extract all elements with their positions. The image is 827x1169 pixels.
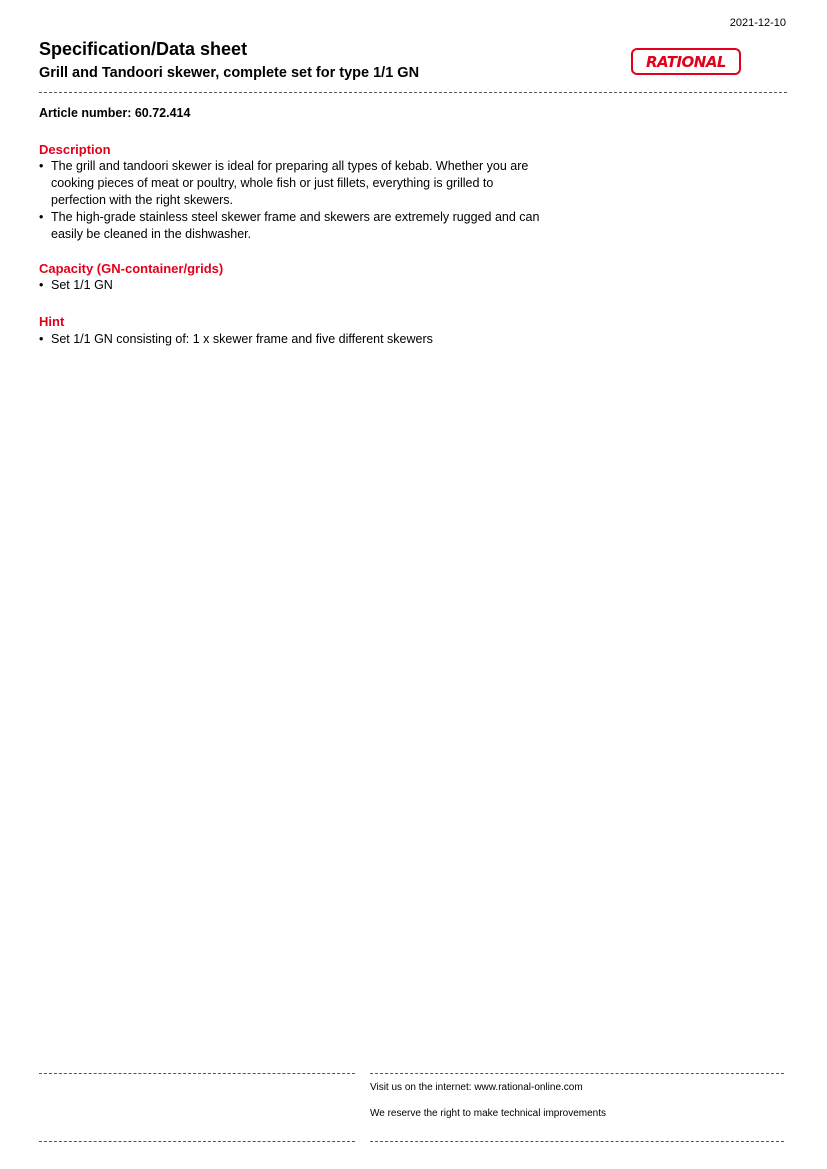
bullet-marker: • (39, 210, 44, 224)
capacity-heading: Capacity (GN-container/grids) (39, 261, 224, 276)
hint-list (39, 331, 549, 348)
brand-logo-text: RATIONAL (645, 52, 726, 71)
list-item-text: Set 1/1 GN consisting of: 1 x skewer frame and five different skewers (51, 332, 433, 346)
article-number: Article number: 60.72.414 (39, 106, 191, 120)
description-heading: Description (39, 142, 111, 157)
capacity-list (39, 277, 549, 294)
hint-heading: Hint (39, 314, 65, 329)
document-date: 2021-12-10 (729, 17, 786, 29)
footer-divider-top-right (370, 1073, 784, 1074)
bullet-marker: • (39, 332, 44, 346)
bullet-marker: • (39, 278, 44, 292)
page-subtitle: Grill and Tandoori skewer, complete set for type 1/1 GN (39, 65, 420, 81)
list-item (39, 209, 549, 243)
list-item-text: The grill and tandoori skewer is ideal for preparing all types of kebab. Whether you are cooking pieces of meat or poultry, whole fish or just fillets, everything is grilled to perfection with the right skewers. (51, 159, 529, 207)
list-item-text: The high-grade stainless steel skewer frame and skewers are extremely rugged and can easily be cleaned in the dishwasher. (51, 210, 540, 241)
brand-logo (631, 48, 741, 75)
header-divider (39, 92, 787, 93)
footer-disclaimer: We reserve the right to make technical improvements (370, 1108, 607, 1119)
footer-divider-bottom-left (39, 1141, 355, 1142)
footer-website: Visit us on the internet: www.rational-online.com (370, 1082, 583, 1093)
list-item (39, 331, 549, 348)
description-list (39, 158, 549, 243)
page-title: Specification/Data sheet (39, 39, 248, 59)
list-item (39, 158, 549, 209)
list-item (39, 277, 549, 294)
list-item-text: Set 1/1 GN (51, 278, 113, 292)
footer-divider-bottom-right (370, 1141, 784, 1142)
bullet-marker: • (39, 159, 44, 173)
footer-divider-top-left (39, 1073, 355, 1074)
